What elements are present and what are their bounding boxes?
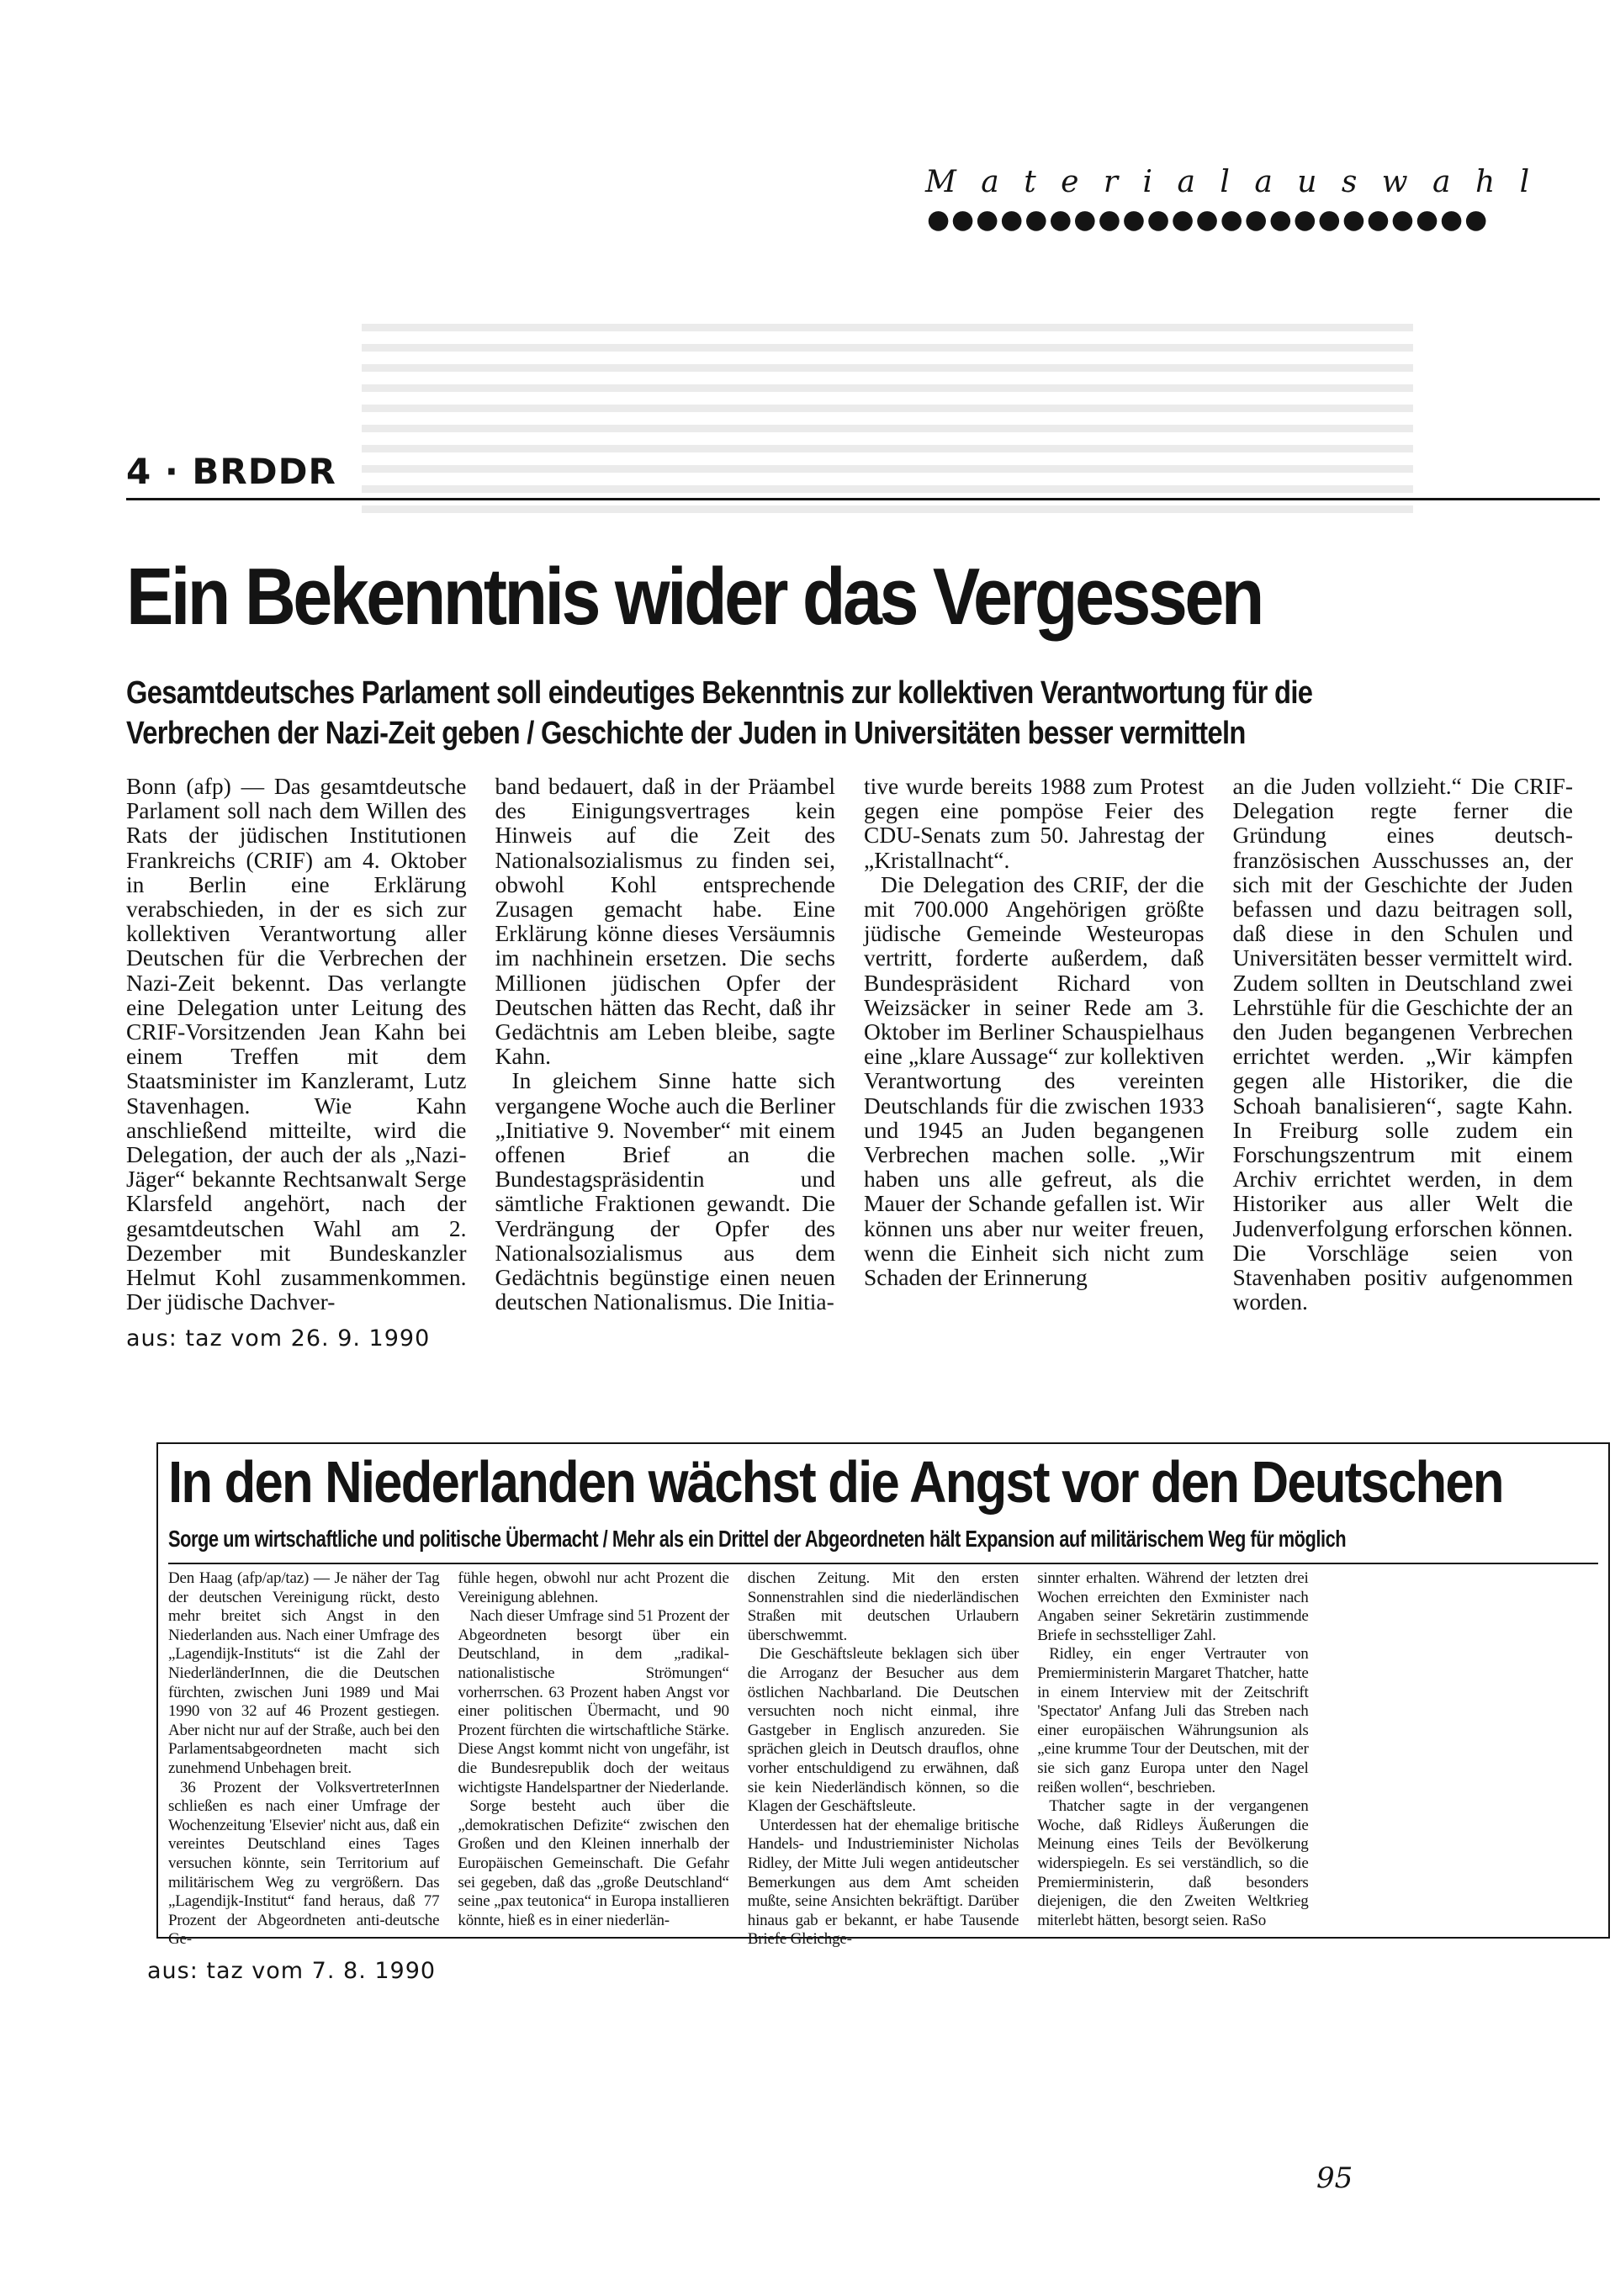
article-1-column-4: [1232, 773, 1574, 1315]
article-1-body: [126, 773, 1573, 1315]
article-1-deck: [126, 673, 1573, 754]
paragraph: 36 Prozent der VolksvertreterInnen schließen es nach einer Umfrage der Wochenzeitung 'Elsevier' nicht aus, daß ein vereintes Deutschland eines Tages versuchen könnte, sein Territorium auf militärischem Weg zu vergrößern. Das „Lagendijk-Institut“ fand heraus, daß 77 Prozent der Abgeordneten anti-deutsche Ge-: [168, 1778, 440, 1949]
article-2-body: [168, 1569, 1598, 1949]
dot-row-ornament: ●●●●●●●●●●●●●●●●●●●●●●●: [927, 204, 1490, 235]
paragraph: Den Haag (afp/ap/taz) — Je näher der Tag der deutschen Vereinigung rückt, desto mehr breitet sich Angst in den Niederlanden aus. Nach einer Umfrage des „Lagendijk-Instituts“ ist die Zahl der NiederländerInnen, die die Deutschen fürchten, zwischen Juni 1989 und Mai 1990 von 32 auf 46 Prozent gestiegen. Aber nicht nur auf der Straße, auch bei den Parlamentsabgeordneten macht sich zunehmend Unbehagen breit.: [168, 1569, 440, 1777]
paragraph: Sorge besteht auch über die „demokratischen Defizite“ zwischen den Großen und den Kleinen innerhalb der Europäischen Gemeinschaft. Die Gefahr sei gegeben, daß das „große Deutschland“ seine „pax teutonica“ in Europa installieren könnte, hieß es in einer niederlän-: [458, 1797, 729, 1929]
section-rule: [126, 498, 1600, 500]
article-2-column-4: [1037, 1569, 1309, 1929]
paragraph: sinnter erhalten. Während der letzten drei Wochen erreichten den Exminister nach Angaben seiner Sekretärin zustimmende Briefe in sechsstelliger Zahl.: [1037, 1569, 1309, 1644]
article-2-rule: [168, 1563, 1598, 1564]
article-1-deck-line-2: Verbrechen der Nazi-Zeit geben / Geschichte der Juden in Universitäten besser vermitteln: [126, 716, 1246, 751]
newspaper-section-label: 4 · BRDDR: [126, 451, 336, 492]
paragraph: dischen Zeitung. Mit den ersten Sonnenstrahlen sind die niederländischen Straßen mit deutschen Urlaubern überschwemmt.: [747, 1569, 1019, 1644]
paragraph: Nach dieser Umfrage sind 51 Prozent der Abgeordneten besorgt über ein Deutschland, in dem „radikal-nationalistische Strömungen“ vorherrschen. 63 Prozent haben Angst vor einer politischen Übermacht, und 90 Prozent fürchten die wirtschaftliche Stärke. Diese Angst kommt nicht von ungefähr, ist die Bundesrepublik doch der weitaus wichtigste Handelspartner der Niederlande.: [458, 1607, 729, 1796]
paragraph: Bonn (afp) — Das gesamtdeutsche Parlament soll nach dem Willen des Rats der jüdischen Institutionen Frankreichs (CRIF) am 4. Oktober in Berlin eine Erklärung verabschieden, in der es sich zur kollektiven Verantwortung aller Deutschen für die Verbrechen der Nazi-Zeit bekennt. Das verlangte eine Delegation unter Leitung des CRIF-Vorsitzenden Jean Kahn bei einem Treffen mit dem Staatsminister im Kanzleramt, Lutz Stavenhagen. Wie Kahn anschließend mitteilte, wird die Delegation, der auch der als „Nazi-Jäger“ bekannte Rechtsanwalt Serge Klarsfeld angehört, nach der gesamtdeutschen Wahl am 2. Dezember mit Bundeskanzler Helmut Kohl zusammenkommen. Der jüdische Dachver-: [126, 773, 467, 1315]
article-1-column-2: [495, 773, 836, 1315]
paragraph: an die Juden vollzieht.“ Die CRIF-Delegation regte ferner die Gründung eines deutsch-französischen Ausschusses an, der sich mit der Geschichte der Juden befassen und dazu beitragen soll, daß diese in den Schulen und Universitäten besser vermittelt wird. Zudem sollten in Deutschland zwei Lehrstühle für die Geschichte der an den Juden begangenen Verbrechen errichtet werden. „Wir kämpfen gegen alle Historiker, die die Schoah banalisieren“, sagte Kahn. In Freiburg solle zudem ein Forschungszentrum mit einem Archiv errichtet werden, in dem Historiker aus aller Welt die Judenverfolgung erforschen können. Die Vorschläge seien von Stavenhaben positiv aufgenommen worden.: [1232, 773, 1573, 1315]
article-2-headline: In den Niederlanden wächst die Angst vor den Deutschen: [168, 1449, 1503, 1515]
article-1-column-1: [126, 773, 467, 1315]
paragraph: Thatcher sagte in der vergangenen Woche, daß Ridleys Äußerungen die Meinung eines Teils der Bevölkerung widerspiegeln. Es sei verständlich, so die Premierministerin, daß besonders diejenigen, die den Zweiten Weltkrieg miterlebt hätten, besorgt seien. RaSo: [1037, 1797, 1309, 1929]
paragraph: Die Delegation des CRIF, der die mit 700.000 Angehörigen größte jüdische Gemeinde Westeuropas vertritt, forderte außerdem, daß Bundespräsident Richard von Weizsäcker in seiner Rede am 3. Oktober im Berliner Schauspielhaus eine „klare Aussage“ zur kollektiven Verantwortung des vereinten Deutschlands für die zwischen 1933 und 1945 an Juden begangenen Verbrechen machen solle. „Wir haben uns alle gefreut, als die Mauer der Schande gefallen ist. Wir können uns aber nur weiter freuen, wenn die Einheit sich nicht zum Schaden der Erinnerung: [864, 870, 1205, 1291]
paragraph: fühle hegen, obwohl nur acht Prozent die Vereinigung ablehnen.: [458, 1569, 729, 1606]
paragraph: band bedauert, daß in der Präambel des Einigungsvertrages kein Hinweis auf die Zeit des Nationalsozialismus zu finden sei, obwohl Kohl entsprechende Zusagen gemacht habe. Eine Erklärung könne dieses Versäumnis im nachhinein ersetzen. Die sechs Millionen jüdischen Opfer der Deutschen hätten das Recht, daß ihr Gedächtnis am Leben bleibe, sagte Kahn.: [495, 773, 835, 1070]
article-1-source: aus: taz vom 26. 9. 1990: [126, 1325, 431, 1352]
article-2-column-1: [168, 1569, 440, 1949]
page-number: 95: [1316, 2161, 1353, 2195]
paragraph: Die Geschäftsleute beklagen sich über die Arroganz der Besucher aus dem östlichen Nachbarland. Die Deutschen versuchten noch nicht einmal, ihre Gastgeber in Englisch anzureden. Sie sprächen gleich in Deutsch drauflos, ohne vorher entschuldigend zu erwähnen, daß sie kein Niederländisch können, so die Klagen der Geschäftsleute.: [747, 1645, 1019, 1816]
article-2-deck: Sorge um wirtschaftliche und politische Übermacht / Mehr als ein Drittel der Abgeordneten hält Expansion auf militärischem Weg für möglich: [168, 1526, 1347, 1552]
section-kicker: M a t e r i a l a u s w a h l: [925, 165, 1538, 199]
paragraph: In gleichem Sinne hatte sich vergangene Woche auch die Berliner „Initiative 9. November“ mit einem offenen Brief an die Bundestagspräsidentin und sämtliche Fraktionen gewandt. Die Verdrängung der Opfer des Nationalsozialismus aus dem Gedächtnis begünstige einen neuen deutschen Nationalismus. Die Initia-: [495, 1067, 836, 1315]
article-2-column-2: [458, 1569, 729, 1929]
article-1-deck-line-1: Gesamtdeutsches Parlament soll eindeutiges Bekenntnis zur kollektiven Verantwortung für die: [126, 675, 1313, 711]
article-2-source: aus: taz vom 7. 8. 1990: [147, 1958, 437, 1984]
article-1-headline: Ein Bekenntnis wider das Vergessen: [126, 552, 1262, 642]
paragraph: Ridley, ein enger Vertrauter von Premierministerin Margaret Thatcher, hatte in einem Interview mit der Zeitschrift 'Spectator' Anfang Juli das Streben nach einer europäischen Währungsunion als „eine krumme Tour der Deutschen, mit der sie sich ganz Europa unter den Nagel reißen wollen“, beschrieben.: [1037, 1645, 1309, 1796]
paragraph: Unterdessen hat der ehemalige britische Handels- und Industrieminister Nicholas Ridley, der Mitte Juli wegen antideutscher Bemerkungen aus dem Amt scheiden mußte, seine Ansichten bekräftigt. Darüber hinaus gab er bekannt, er habe Tausende Briefe Gleichge-: [747, 1816, 1019, 1949]
bleed-through-texture: [362, 320, 1413, 513]
paragraph: tive wurde bereits 1988 zum Protest gegen eine pompöse Feier des CDU-Senats zum 50. Jahrestag der „Kristallnacht“.: [864, 773, 1205, 873]
article-2-column-3: [747, 1569, 1019, 1949]
article-1-column-3: [864, 773, 1205, 1291]
